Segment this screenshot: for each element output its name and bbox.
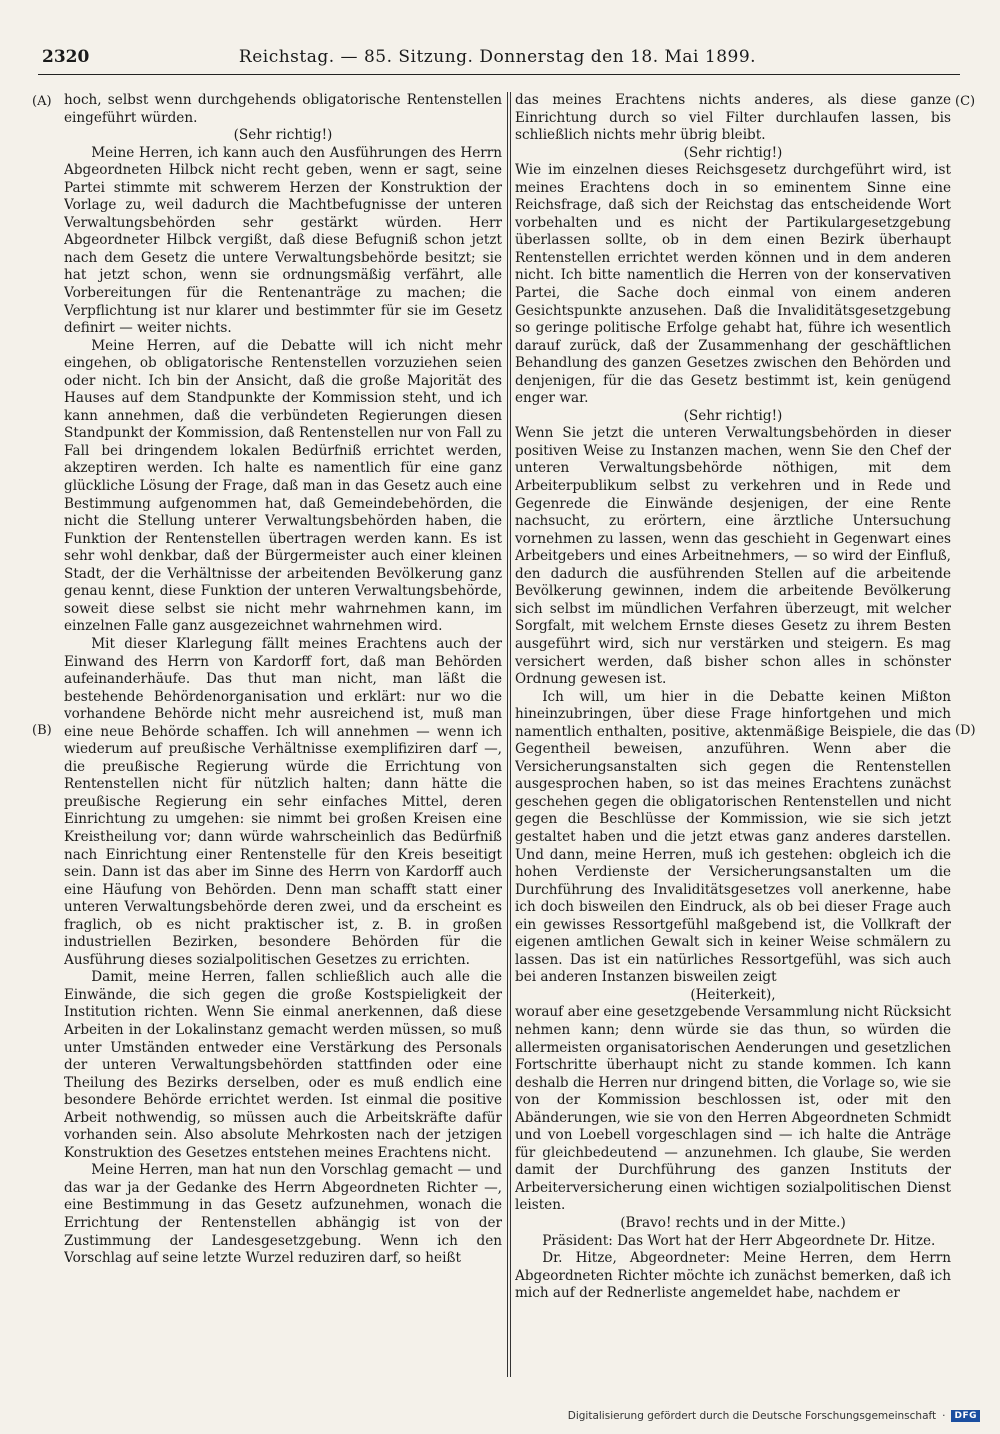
paragraph: Meine Herren, auf die Debatte will ich nicht mehr eingehen, ob obligatorische Rentenstellen vorzuziehen seien oder nicht. Ich bin der Ansicht, daß die große Majorität des Hauses auf dem Standpunkte der Kommission steht, und ich kann annehmen, daß die verbündeten Regierungen diesen Standpunkt der Kommission, daß Rentenstellen nur von Fall zu Fall bei dringendem lokalen Bedürfniß errichtet werden, akzeptiren werden. Ich halte es namentlich für eine ganz glückliche Lösung der Frage, daß man in das Gesetz auch eine Bestimmung aufgenommen hat, daß Gemeindebehörden, die nicht die Stellung unterer Verwaltungsbehörden haben, die Funktion der Rentenstellen übertragen werden kann. Es ist sehr wohl denkbar, daß der Bürgermeister auch einer kleinen Stadt, der die Verhältnisse der arbeitenden Bevölkerung ganz genau kennt, diese Funktion der unteren Verwaltungsbehörde, soweit diese selbst sie nicht mehr wahrnehmen kann, im einzelnen Falle ganz ausgezeichnet wahrnehmen wird.	[64, 337, 502, 635]
paragraph: Mit dieser Klarlegung fällt meines Erachtens auch der Einwand des Herrn von Kardorff fort, daß man Behörden aufeinanderhäufe. Das thut man nicht, man läßt die bestehende Behördenorganisation und erklärt: nur wo die vorhandene Behörde nicht mehr ausreichend ist, muß man eine neue Behörde schaffen. Ich will annehmen — wenn ich wiederum auf preußische Verhältnisse exemplifiziren darf —, die preußische Regierung würde die Errichtung von Rentenstellen nicht für nützlich halten; dann hätte die preußische Regierung ein sehr einfaches Mittel, deren Einrichtung zu umgehen: sie nimmt bei großen Kreisen eine Kreistheilung vor; dann würde wahrscheinlich das Bedürfniß nach Einrichtung einer Rentenstelle für den Kreis beseitigt sein. Dann ist das aber im Sinne des Herrn von Kardorff auch eine Häufung von Behörden. Denn man schafft statt einer unteren Verwaltungsbehörde deren zwei, und da erscheint es fraglich, ob es nicht praktischer ist, z. B. in großen industriellen Bezirken, besondere Behörden für die Ausführung dieses sozialpolitischen Gesetzes zu errichten.	[64, 635, 502, 968]
interjection: (Sehr richtig!)	[683, 144, 783, 161]
paragraph: worauf aber eine gesetzgebende Versammlung nicht Rücksicht nehmen kann; denn würde sie das thun, so würden die allermeisten organisatorischen Aenderungen und gesetzlichen Fortschritte überhaupt nicht zu stande kommen. Ich kann deshalb die Herren nur dringend bitten, die Vorlage so, wie sie von der Kommission beschlossen ist, oder mit den Abänderungen, wie sie von den Herren Abgeordneten Schmidt und von Loebell vorgeschlagen sind — ich halte die Anträge für gleichbedeutend — anzunehmen. Ich glaube, Sie werden damit der Durchführung des ganzen Instituts der Arbeiterversicherung einen wichtigen sozialpolitischen Dienst leisten.	[515, 1004, 951, 1214]
paragraph: Meine Herren, man hat nun den Vorschlag gemacht — und das war ja der Gedanke des Herrn Abgeordneten Richter —, eine Bestimmung in das Gesetz aufzunehmen, wonach die Errichtung der Rentenstellen abhängig ist von der Zustimmung der Landesgesetzgebung. Wenn ich den Vorschlag auf seine letzte Wurzel reduziren darf, so heißt	[64, 1162, 502, 1267]
paragraph: Dr. Hitze, Abgeordneter: Meine Herren, dem Herrn Abgeordneten Richter möchte ich zunächst bemerken, daß ich mich auf der Rednerliste angemeldet habe, nachdem er	[515, 1250, 951, 1302]
page-header	[30, 44, 965, 70]
paragraph: hoch, selbst wenn durchgehends obligatorische Rentenstellen eingeführt würden.	[64, 92, 502, 126]
paragraph: Wie im einzelnen dieses Reichsgesetz durchgeführt wird, ist meines Erachtens doch in so eminentem Sinne eine Reichsfrage, daß sich der Reichstag das entscheidende Wort vorbehalten und es nicht der Partikulargesetzgebung überlassen sollte, ob in dem einen Bezirk überhaupt Rentenstellen errichtet werden können und in dem anderen nicht. Ich bitte namentlich die Herren von der konservativen Partei, die Sache doch einmal von einem anderen Gesichtspunkte anzusehen. Daß die Invaliditätsgesetzgebung so geringe politische Erfolge gehabt hat, führe ich wesentlich darauf zurück, daß der Zusammenhang der geschäftlichen Behandlung des ganzen Gesetzes zwischen den Behörden und denjenigen, für die das Gesetz bestimmt ist, kein genügend enger war.	[515, 162, 951, 407]
footer-text: Digitalisierung gefördert durch die Deutsche Forschungsgemeinschaft	[567, 1410, 937, 1422]
paragraph: Präsident: Das Wort hat der Herr Abgeordnete Dr. Hitze.	[542, 1232, 936, 1249]
left-column	[64, 92, 502, 1382]
interjection: (Sehr richtig!)	[233, 127, 333, 144]
footer-separator: ·	[942, 1410, 946, 1422]
margin-marker-a: (A)	[32, 94, 52, 109]
paragraph: Meine Herren, ich kann auch den Ausführungen des Herrn Abgeordneten Hilbck nicht recht geben, wenn er sagt, seine Partei stimmte mit schwerem Herzen der Konstruktion der Vorlage zu, weil dadurch die Machtbefugnisse der unteren Verwaltungsbehörden sehr gestärkt würden. Herr Abgeordneter Hilbck vergißt, daß diese Befugniß schon jetzt nach dem Gesetz die untere Verwaltungsbehörde besitzt; sie hat jetzt schon, wenn sie ordnungsmäßig verfährt, alle Vorbereitungen für die Rentenanträge zu machen; die Verpflichtung ist nur klarer und bestimmter für sie im Gesetz definirt — weiter nichts.	[64, 144, 502, 337]
paragraph: Wenn Sie jetzt die unteren Verwaltungsbehörden in dieser positiven Weise zu Instanzen machen, wenn Sie den Chef der unteren Verwaltungsbehörde nöthigen, mit dem Arbeiterpublikum selbst zu verkehren und in Rede und Gegenrede die Einwände desjenigen, der eine Rente nachsucht, zu erörtern, eine ärztliche Untersuchung vornehmen zu lassen, wenn das geschieht in Gegenwart eines Arbeitgebers und eines Arbeitnehmers, — so wird der Einfluß, den dadurch die ausführenden Stellen auf die arbeitende Bevölkerung gewinnen, indem die arbeitende Bevölkerung sich selbst im mündlichen Verfahren überzeugt, mit welcher Sorgfalt, mit welchem Ernste dieses Gesetz zu ihrem Besten ausgeführt wird, sich nur verstärken und steigern. Es mag versichert werden, daß bisher schon alles in schönster Ordnung gewesen ist.	[515, 425, 951, 688]
header-rule	[38, 74, 960, 75]
paragraph: Ich will, um hier in die Debatte keinen Mißton hineinzubringen, über diese Frage hinfortgehen und mich namentlich enthalten, positive, aktenmäßige Beispiele, die das Gegentheil beweisen, anzuführen. Wenn aber die Versicherungsanstalten sich gegen die Rentenstellen ausgesprochen haben, so ist das meines Erachtens zunächst geschehen gegen die obligatorischen Rentenstellen und nicht gegen die Beschlüsse der Kommission, wie sie sich jetzt gestaltet haben und die jetzt etwas ganz anderes darstellen. Und dann, meine Herren, muß ich gestehen: obgleich ich die hohen Verdienste der Versicherungsanstalten um die Durchführung des Invaliditätsgesetzes voll anerkenne, habe ich doch bisweilen den Eindruck, als ob bei dieser Frage auch ein gewisses Ressortgefühl maßgebend ist, die Vollkraft der eigenen amtlichen Gewalt sich in keiner Weise schmälern zu lassen. Das ist ein natürliches Ressortgefühl, was sich auch bei anderen Instanzen bisweilen zeigt	[515, 688, 951, 986]
running-title: Reichstag. — 85. Sitzung. Donnerstag den 18. Mai 1899.	[238, 47, 757, 67]
right-column	[515, 92, 951, 1382]
page-number: 2320	[42, 47, 90, 67]
dfg-logo-icon: DFG	[951, 1410, 980, 1422]
interjection: (Sehr richtig!)	[683, 407, 783, 424]
paragraph: Damit, meine Herren, fallen schließlich auch alle die Einwände, die sich gegen die große Kostspieligkeit der Institution richten. Wenn Sie einmal anerkennen, daß diese Arbeiten in der Lokalinstanz gemacht werden müssen, so muß unter Umständen entweder eine Verstärkung des Personals der unteren Verwaltungsbehörden stattfinden oder eine Theilung des Bezirks derselben, oder es muß endlich eine besondere Behörde errichtet werden. Ist einmal die positive Arbeit nothwendig, so müssen auch die Arbeitskräfte dafür vorhanden sein. Also absolute Mehrkosten nach der jetzigen Konstruktion des Gesetzes entstehen meines Erachtens nicht.	[64, 969, 502, 1161]
footer	[568, 1410, 980, 1422]
interjection: (Bravo! rechts und in der Mitte.)	[620, 1215, 846, 1231]
margin-marker-b: (B)	[32, 723, 52, 738]
interjection: (Heiterkeit),	[690, 986, 776, 1003]
column-divider	[507, 92, 511, 1377]
margin-marker-c: (C)	[955, 94, 976, 109]
margin-marker-d: (D)	[955, 723, 976, 738]
paragraph: das meines Erachtens nichts anderes, als diese ganze Einrichtung durch so viel Filter durchlaufen lassen, bis schließlich nichts mehr übrig bleibt.	[515, 92, 951, 144]
